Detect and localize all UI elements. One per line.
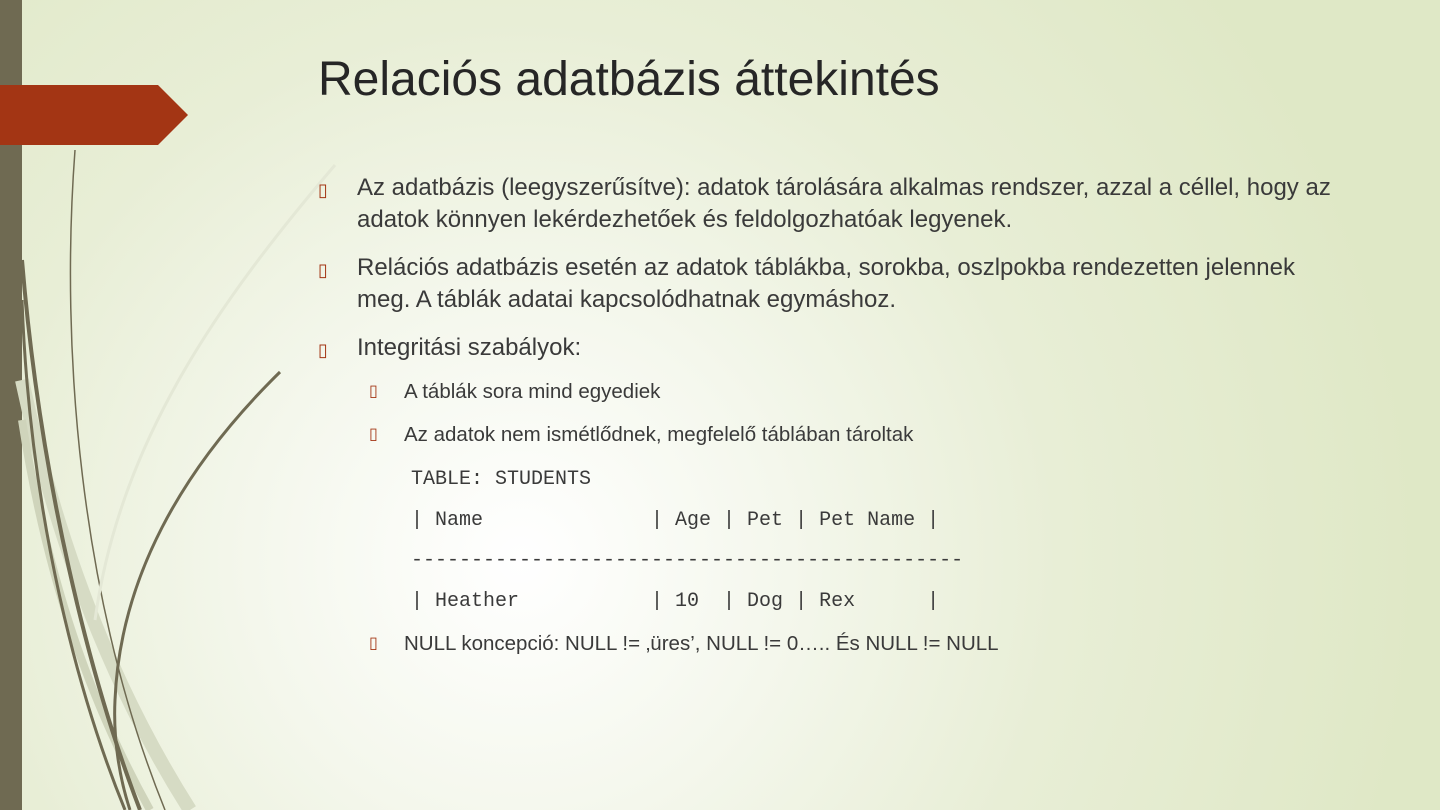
code-line: TABLE: STUDENTS <box>411 468 592 491</box>
bullet-text: Relációs adatbázis esetén az adatok táblákba, sorokba, oszlpokba rendezetten jelennek meg. A táblák adatai kapcsolódhatnak egymáshoz. <box>357 254 1295 313</box>
square-bullet-icon: ▯ <box>369 426 378 443</box>
slide-title: Relaciós adatbázis áttekintés <box>318 53 940 106</box>
bullet-item <box>318 332 1348 364</box>
sub-bullet-text: Az adatok nem ismétlődnek, megfelelő táblában tároltak <box>404 423 914 446</box>
code-line: ---------------------------------------------- <box>411 549 964 572</box>
sub-bullet-text: A táblák sora mind egyediek <box>404 380 661 403</box>
square-bullet-icon: ▯ <box>318 260 328 280</box>
sub-bullet-text: NULL koncepció: NULL != ‚üres’, NULL != 0….. És NULL != NULL <box>404 632 999 655</box>
slide-content <box>318 172 1348 673</box>
code-line: | Name | Age | Pet | Pet Name | <box>411 508 940 532</box>
sub-bullet-list <box>318 378 1348 449</box>
sub-bullet-item <box>369 421 1348 449</box>
sub-bullet-list <box>318 630 1348 658</box>
sub-bullet-item <box>369 378 1348 406</box>
code-line: | Heather | 10 | Dog | Rex | <box>411 589 940 613</box>
bullet-list <box>318 172 1348 364</box>
bullet-text: Az adatbázis (leegyszerűsítve): adatok tárolására alkalmas rendszer, azzal a céllel, hogy az adatok könnyen lekérdezhetőek és feldolgozhatóak legyenek. <box>357 174 1331 233</box>
title-accent-tab <box>0 85 188 145</box>
table-code-block <box>411 460 1348 622</box>
bullet-text: Integritási szabályok: <box>357 334 582 361</box>
square-bullet-icon: ▯ <box>318 340 328 360</box>
bullet-item <box>318 252 1348 316</box>
square-bullet-icon: ▯ <box>318 180 328 200</box>
square-bullet-icon: ▯ <box>369 635 378 652</box>
sub-bullet-item <box>369 630 1348 658</box>
bullet-item <box>318 172 1348 236</box>
square-bullet-icon: ▯ <box>369 383 378 400</box>
